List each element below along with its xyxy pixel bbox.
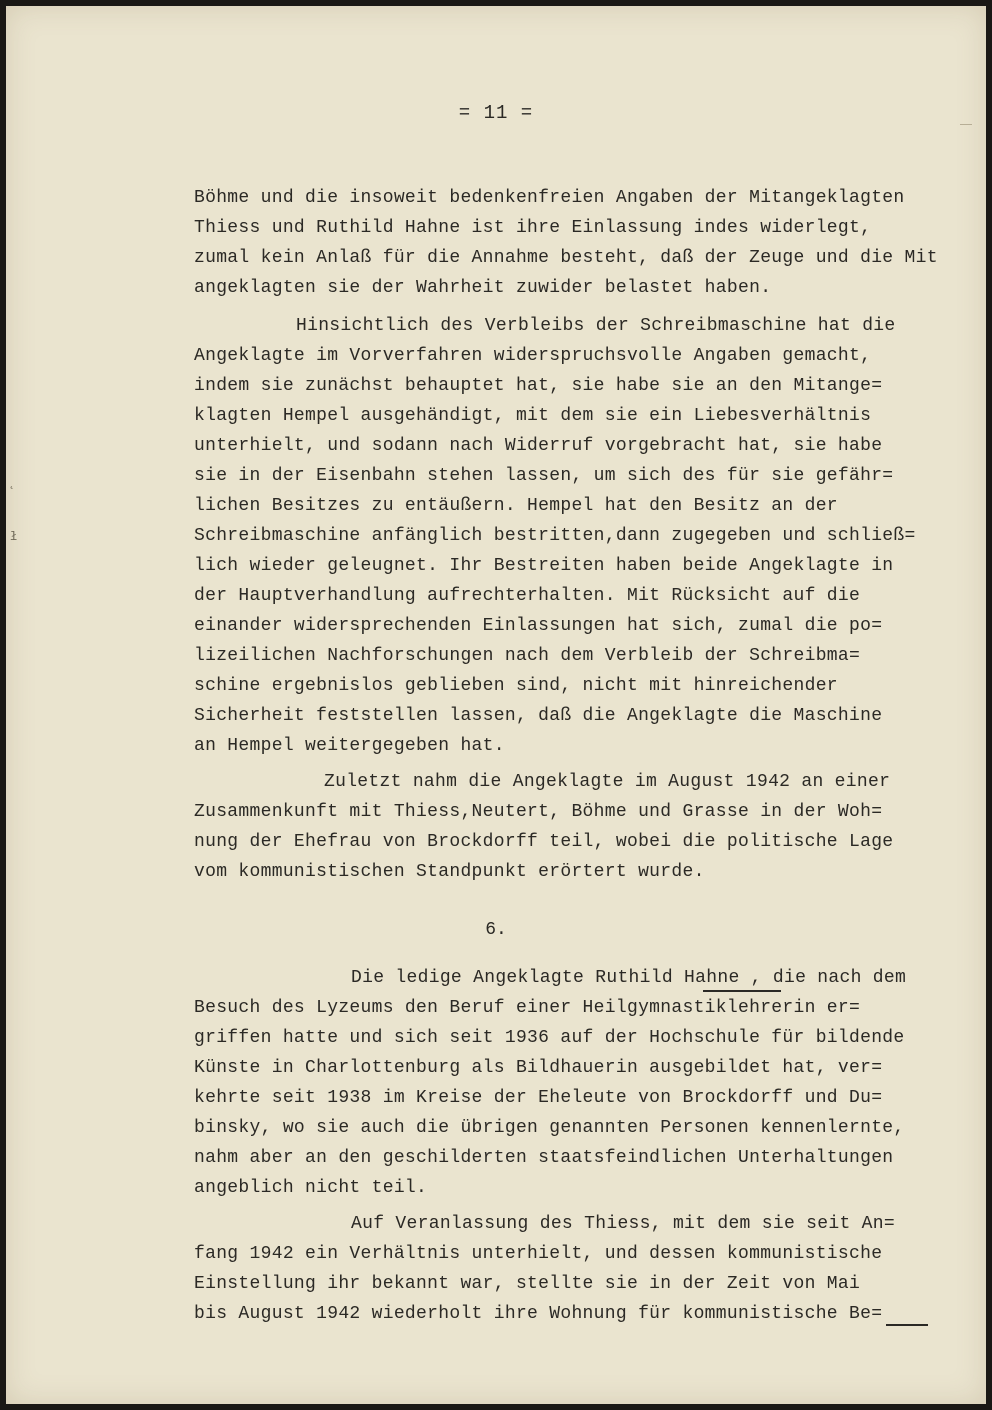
text-line: schine ergebnislos geblieben sind, nicht mit hinreichender — [194, 676, 838, 696]
text-line: unterhielt, und sodann nach Widerruf vorgebracht hat, sie habe — [194, 436, 883, 456]
text-line: Zuletzt nahm die Angeklagte im August 1942 an einer — [324, 772, 891, 792]
page-edge-mark — [960, 124, 972, 125]
text-line: angeblich nicht teil. — [194, 1178, 428, 1198]
text-line: lizeilichen Nachforschungen nach dem Verbleib der Schreibma= — [194, 646, 861, 666]
text-line: fang 1942 ein Verhältnis unterhielt, und dessen kommunistische — [194, 1244, 883, 1264]
text-line: vom kommunistischen Standpunkt erörtert wurde. — [194, 862, 705, 882]
text-line: angeklagten sie der Wahrheit zuwider belastet haben. — [194, 278, 772, 298]
text-line: lich wieder geleugnet. Ihr Bestreiten haben beide Angeklagte in — [194, 556, 894, 576]
text-line: Sicherheit feststellen lassen, daß die Angeklagte die Maschine — [194, 706, 883, 726]
text-line: griffen hatte und sich seit 1936 auf der Hochschule für bildende — [194, 1028, 905, 1048]
name-underline — [703, 990, 781, 992]
document-page — [6, 6, 986, 1404]
text-line: Besuch des Lyzeums den Beruf einer Heilgymnastiklehrerin er= — [194, 998, 861, 1018]
text-line: Einstellung ihr bekannt war, stellte sie in der Zeit von Mai — [194, 1274, 861, 1294]
text-line: klagten Hempel ausgehändigt, mit dem sie ein Liebesverhältnis — [194, 406, 872, 426]
text-line: Die ledige Angeklagte Ruthild Hahne , die nach dem — [351, 968, 907, 988]
text-line: bis August 1942 wiederholt ihre Wohnung für kommunistische Be= — [194, 1304, 883, 1324]
text-line: lichen Besitzes zu entäußern. Hempel hat den Besitz an der — [194, 496, 838, 516]
text-line: nahm aber an den geschilderten staatsfeindlichen Unterhaltungen — [194, 1148, 894, 1168]
text-line: Böhme und die insoweit bedenkenfreien Angaben der Mitangeklagten — [194, 188, 905, 208]
text-line: Angeklagte im Vorverfahren widerspruchsvolle Angaben gemacht, — [194, 346, 872, 366]
text-line: Zusammenkunft mit Thiess,Neutert, Böhme und Grasse in der Woh= — [194, 802, 883, 822]
text-line: sie in der Eisenbahn stehen lassen, um sich des für sie gefähr= — [194, 466, 894, 486]
text-line: der Hauptverhandlung aufrechterhalten. Mit Rücksicht auf die — [194, 586, 861, 606]
margin-mark: ł — [10, 530, 18, 544]
text-line: Auf Veranlassung des Thiess, mit dem sie seit An= — [351, 1214, 895, 1234]
text-line: zumal kein Anlaß für die Annahme besteht, daß der Zeuge und die Mit — [194, 248, 938, 268]
text-line: Künste in Charlottenburg als Bildhauerin ausgebildet hat, ver= — [194, 1058, 883, 1078]
text-line: indem sie zunächst behauptet hat, sie habe sie an den Mitange= — [194, 376, 883, 396]
text-line: nung der Ehefrau von Brockdorff teil, wobei die politische Lage — [194, 832, 894, 852]
text-line: Schreibmaschine anfänglich bestritten,dann zugegeben und schließ= — [194, 526, 916, 546]
text-line: Thiess und Ruthild Hahne ist ihre Einlassung indes widerlegt, — [194, 218, 872, 238]
section-heading: 6. — [485, 920, 507, 940]
text-line: kehrte seit 1938 im Kreise der Eheleute von Brockdorff und Du= — [194, 1088, 883, 1108]
margin-mark: ˛ — [8, 476, 16, 490]
continuation-underline — [886, 1324, 928, 1326]
text-line: einander widersprechenden Einlassungen hat sich, zumal die po= — [194, 616, 883, 636]
text-line: Hinsichtlich des Verbleibs der Schreibmaschine hat die — [296, 316, 896, 336]
page-number: = 11 = — [458, 102, 534, 124]
text-line: an Hempel weitergegeben hat. — [194, 736, 505, 756]
text-line: binsky, wo sie auch die übrigen genannten Personen kennenlernte, — [194, 1118, 905, 1138]
